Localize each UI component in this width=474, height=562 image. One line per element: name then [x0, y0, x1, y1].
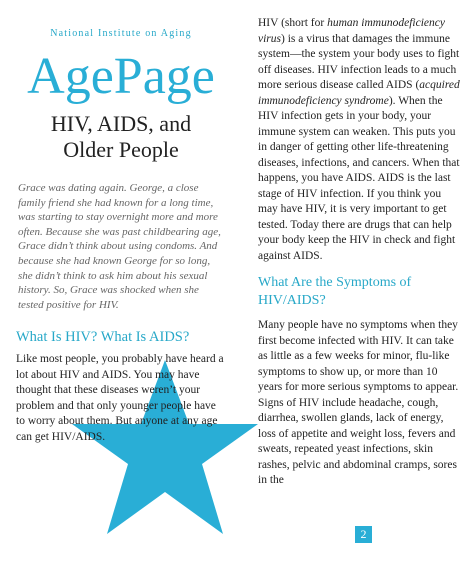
- section1-text: Like most people, you probably have heard a lot about HIV and AIDS. You may have thought that these diseases weren’t your problem and that only younger people have to worry about them. But anyone at any age can get HIV/AIDS.: [16, 353, 224, 443]
- title-line-2: Older People: [63, 137, 179, 162]
- hiv-explanation: HIV (short for human immunodeficiency virus) is a virus that damages the immune system—the system your body uses to fight off diseases. HIV infection leads to a much more serious disease called AIDS (acquired immunodeficiency syndrome). When the HIV infection gets in your body, your immune system can weaken. This puts you in danger of getting other life-threatening diseases, infections, and cancers. When that happens, you have AIDS. AIDS is the last stage of HIV infection. If you think you may have HIV, it is very important to get tested. Today there are drugs that can help your body keep the HIV in check and fight against AIDS.: [258, 17, 460, 262]
- page-number-badge: 2: [355, 526, 372, 543]
- agepage-logo: AgePage: [27, 48, 215, 105]
- intro-story: [16, 181, 226, 312]
- intro-text: Grace was dating again. George, a close family friend she had known for a long time, was starting to stay overnight more and more often. Because she was past childbearing age, Grace didn’t think about using condoms. And because she had known George for so long, she didn’t think to ask him about his sexual history. So, Grace was shocked when she tested positive for HIV.: [18, 182, 221, 311]
- section-heading-symptoms: What Are the Symptoms of HIV/AIDS?: [258, 275, 412, 308]
- title-line-1: HIV, AIDS, and: [50, 111, 192, 136]
- section-body-what-is-hiv: [16, 352, 226, 445]
- right-column: [258, 16, 462, 489]
- section-body-symptoms: Many people have no symptoms when they first become infected with HIV. It can take as little as a few weeks for minor, flu-like symptoms to show up, or more than 10 years for more serious symptoms to appear. Signs of HIV include headache, cough, diarrhea, swollen glands, lack of energy, loss of appetite and weight loss, fevers and sweats, repeated yeast infections, skin rashes, pelvic and abdominal cramps, sores in the: [258, 319, 459, 486]
- left-column: [16, 28, 226, 445]
- page-title: [16, 111, 226, 163]
- section-heading-what-is-hiv: What Is HIV? What Is AIDS?: [16, 329, 190, 346]
- organization-name: National Institute on Aging: [50, 28, 192, 39]
